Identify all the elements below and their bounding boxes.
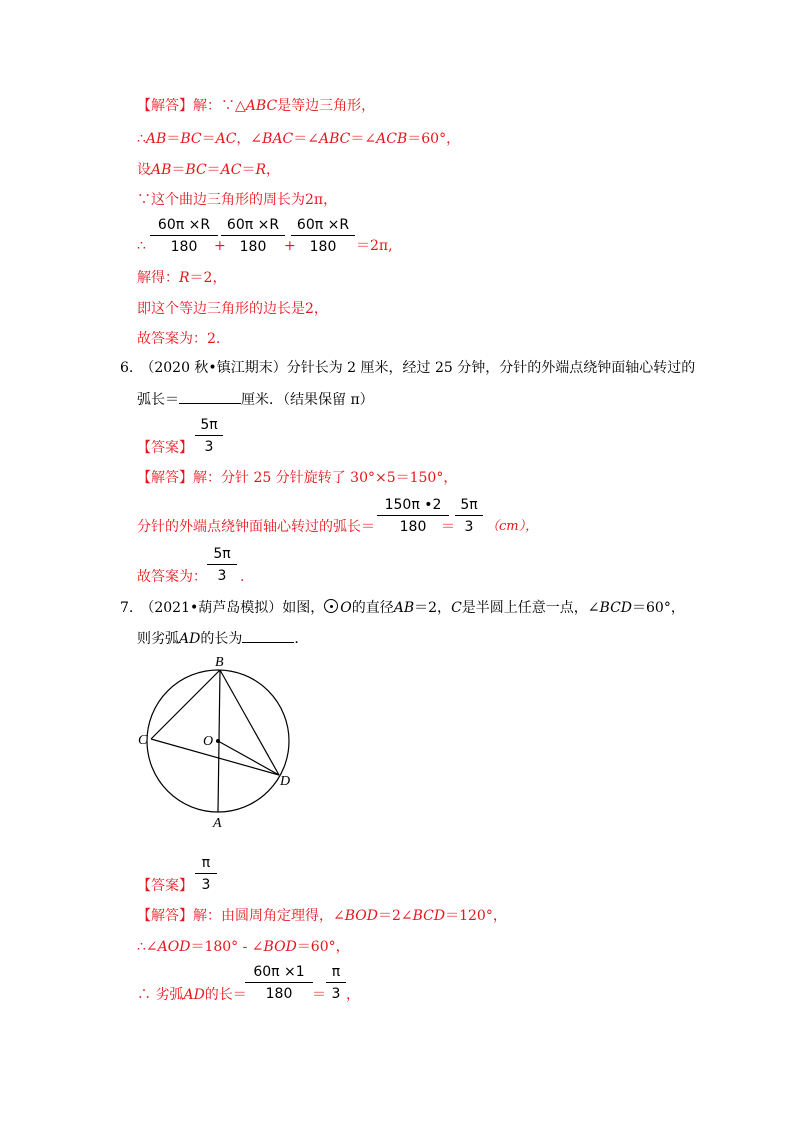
text: 弧长＝ [137, 392, 179, 408]
chord-bc [151, 670, 220, 739]
fraction-denominator: 180 [309, 239, 337, 255]
var: O [340, 600, 352, 616]
text: ＝∠ [350, 131, 377, 147]
label-o: O [203, 734, 214, 749]
fraction-numerator: π [326, 963, 346, 983]
text: ＝180° - ∠ [190, 939, 264, 955]
text: 则劣弧 [137, 631, 179, 647]
fraction-numerator: 5π [455, 496, 483, 516]
text: 的直径 [351, 600, 394, 616]
p5-solution-line3 [137, 160, 280, 180]
var: R [179, 270, 190, 286]
text: 7. （2021•葫芦岛模拟）如图， [120, 600, 325, 616]
plus-sign: + [214, 238, 226, 254]
var: AC [220, 162, 242, 178]
equation-result: ＝2π, [356, 238, 393, 254]
text: ． [294, 631, 309, 647]
p5-solution-line2 [137, 129, 460, 149]
fraction-denominator: 3 [217, 568, 227, 584]
fraction-denominator: 180 [265, 986, 293, 1002]
final-answer-fraction [207, 545, 237, 585]
answer-tag: 【答案】 [137, 440, 193, 456]
text: ＝ [241, 162, 256, 178]
fraction-denominator: 3 [204, 439, 214, 455]
fraction [221, 216, 285, 256]
fraction [245, 963, 313, 1003]
text: ＝2∠ [377, 908, 413, 924]
text: ∴ [137, 131, 146, 147]
text: 的长＝ [204, 987, 247, 1003]
q7-solution-line3-text [137, 985, 247, 1005]
var: AD [183, 987, 205, 1003]
q6-solution-line1 [137, 468, 457, 488]
text: ＝60°， [632, 600, 685, 616]
var: BCD [599, 600, 632, 616]
text: 是半圆上任意一点，∠ [461, 600, 600, 616]
solution-tag: 【解答】 [137, 908, 193, 924]
q6-stem-line1: 6. （2020 秋•镇江期末）分针长为 2 厘米，经过 25 分钟，分针的外端点绕钟面轴心转过的 [120, 360, 696, 376]
text: ＝ [206, 162, 221, 178]
text: 解：由圆周角定理得，∠ [193, 908, 345, 924]
fraction-denominator: 180 [170, 239, 198, 255]
chord-cd [151, 739, 279, 775]
plus-sign: + [284, 238, 296, 254]
var: R [255, 162, 267, 178]
p5-solution-line1 [137, 96, 375, 116]
text: ＝ [171, 162, 186, 178]
q7-stem-line2 [137, 628, 308, 649]
var: BCD [412, 908, 446, 924]
fraction [377, 496, 449, 536]
text: 解得： [137, 270, 179, 286]
fraction [291, 216, 355, 256]
fraction-numerator: 150π •2 [377, 496, 449, 516]
text: ∴∠ [137, 939, 158, 955]
var: BAC [262, 131, 294, 147]
var: BC [180, 131, 202, 147]
fraction-numerator: 5π [207, 545, 237, 565]
text: ， [266, 162, 281, 178]
fraction-denominator: 3 [331, 986, 341, 1002]
var: AC [215, 131, 237, 147]
fraction-denominator: 180 [239, 239, 267, 255]
fraction-numerator: π [195, 854, 217, 874]
final-answer-label: 故答案为： [137, 569, 207, 585]
p5-solution-line6 [137, 268, 226, 288]
q7-solution-line1 [137, 906, 507, 926]
circle-dot-icon [324, 599, 338, 613]
text: ＝60°， [296, 939, 350, 955]
period: . [240, 569, 245, 585]
q7-solution-line2 [137, 937, 350, 957]
text: 是等边三角形， [277, 98, 376, 114]
var: AB [393, 600, 415, 616]
answer-blank [179, 389, 241, 404]
label-d: D [280, 774, 291, 789]
comma: ， [346, 987, 360, 1003]
var: C [451, 600, 462, 616]
var: AB [151, 162, 172, 178]
solution-tag: 【解答】 [137, 470, 193, 486]
var: BC [185, 162, 207, 178]
var: BOD [263, 939, 297, 955]
equals-sign: ＝ [441, 519, 455, 535]
var: ABC [319, 131, 351, 147]
text: ∴ 劣弧 [137, 987, 184, 1003]
text: ＝ [201, 131, 216, 147]
answer-tag: 【答案】 [137, 878, 193, 894]
var: AOD [157, 939, 191, 955]
var: BOD [344, 908, 378, 924]
circle-geometry-figure [130, 650, 310, 830]
text: ＝2， [414, 600, 452, 616]
fraction-numerator: 5π [195, 416, 223, 436]
label-a: A [213, 816, 222, 830]
solution-tag: 【解答】 [137, 98, 193, 114]
p5-solution-line7: 即这个等边三角形的边长是2， [137, 301, 328, 317]
answer-blank [242, 628, 294, 643]
center-point [216, 739, 220, 743]
text: ，∠ [236, 131, 263, 147]
fraction [455, 496, 483, 536]
text: 厘米．（结果保留 π） [241, 392, 374, 408]
text: ＝∠ [293, 131, 320, 147]
var: ACB [376, 131, 408, 147]
equals-sign: ＝ [312, 987, 326, 1003]
var: AB [145, 131, 167, 147]
fraction-numerator: 60π ×R [221, 216, 285, 236]
chord-bd [220, 670, 279, 775]
fraction-numerator: 60π ×R [150, 216, 218, 236]
label-b: B [215, 655, 224, 670]
q7-stem-line1 [120, 598, 685, 618]
text: ＝120°， [445, 908, 507, 924]
fraction-denominator: 3 [201, 877, 211, 893]
q6-stem-line2 [137, 389, 374, 410]
fraction [150, 216, 218, 256]
fraction [326, 963, 346, 1003]
text: 的长为 [200, 631, 243, 647]
text: ＝ [166, 131, 181, 147]
var: AD [179, 631, 201, 647]
unit-label: （cm）， [486, 519, 539, 534]
label-c: C [138, 733, 148, 748]
fraction-numerator: 60π ×R [291, 216, 355, 236]
text: 设 [137, 162, 151, 178]
answer-fraction [195, 416, 223, 456]
fraction-denominator: 180 [399, 519, 427, 535]
text: ＝60°， [407, 131, 461, 147]
p5-final-answer: 故答案为：2. [137, 331, 221, 347]
fraction-denominator: 3 [464, 519, 474, 535]
q6-solution-line2-text: 分针的外端点绕钟面轴心转过的弧长＝ [137, 519, 375, 535]
p5-solution-line4: ∵这个曲边三角形的周长为2π， [137, 192, 338, 208]
var: ABC [245, 98, 278, 114]
text: ＝2， [189, 270, 227, 286]
fraction-numerator: 60π ×1 [245, 963, 313, 983]
text: 解：分针 25 分针旋转了 30°×5＝150°， [193, 470, 458, 486]
text: 解：∵△ [193, 98, 246, 114]
answer-fraction [195, 854, 217, 894]
therefore-symbol: ∴ [137, 238, 146, 254]
